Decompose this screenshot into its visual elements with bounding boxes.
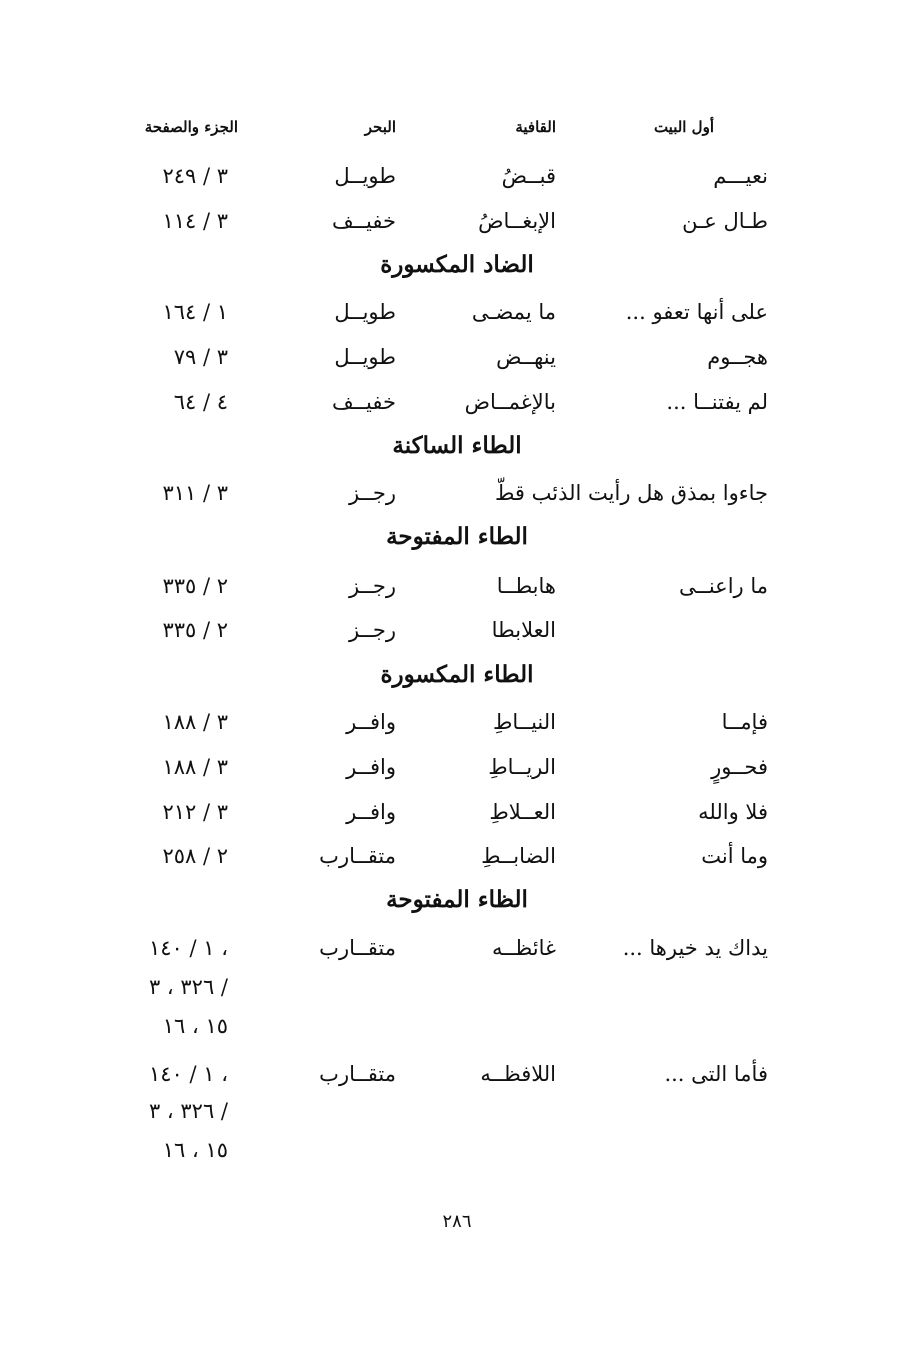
header-meter: البحر [364, 118, 396, 136]
row-ref: ١ / ١٤٠ ، [148, 1062, 228, 1086]
row-rhyme: بالإغمــاض [464, 390, 556, 414]
row-meter: خفيــف [332, 390, 396, 414]
header-first-of-verse: أول البيت [653, 118, 714, 136]
page-number: ٢٨٦ [442, 1211, 472, 1232]
row-ref: ٣٢٦ ، ٣ / [148, 1099, 228, 1123]
row-first: جاءوا بمذق هل رأيت الذئب قطّ [494, 481, 768, 505]
row-meter: رجــز [348, 481, 396, 505]
row-rhyme: العــلاطِ [489, 800, 556, 824]
row-rhyme: الضابــطِ [481, 844, 556, 868]
row-first: فحــورٍ [711, 755, 768, 779]
header-rhyme: القافية [515, 118, 556, 136]
row-meter: طويــل [334, 345, 396, 369]
row-rhyme: ما يمضـى [471, 300, 556, 324]
row-rhyme: الإبغــاضُ [478, 209, 556, 233]
row-ref: ٤ / ٦٤ [173, 390, 228, 414]
row-first: لم يفتنــا ... [666, 390, 768, 414]
row-meter: رجــز [348, 574, 396, 598]
header-volume-page: الجزء والصفحة [144, 118, 238, 136]
row-first: يداك يد خيرها ... [622, 936, 768, 960]
section-heading: الطاء الساكنة [392, 432, 522, 459]
row-meter: متقــارب [319, 844, 396, 868]
row-ref: ٣ / ٣١١ [162, 481, 228, 505]
row-rhyme: اللافظــه [480, 1062, 556, 1086]
row-first: على أنها تعفو ... [625, 300, 768, 324]
row-meter: وافــر [346, 755, 396, 779]
row-first: ما راعنــى [679, 574, 768, 598]
section-heading: الظاء المفتوحة [386, 886, 528, 913]
row-meter: طويــل [334, 300, 396, 324]
row-rhyme: قبــضُ [501, 164, 556, 188]
row-ref: ٣ / ١٨٨ [162, 710, 228, 734]
row-meter: خفيــف [332, 209, 396, 233]
section-heading: الطاء المفتوحة [386, 523, 528, 550]
row-first: فإمــا [721, 710, 768, 734]
row-rhyme: العلابطا [491, 618, 556, 642]
row-rhyme: الريــاطِ [488, 755, 556, 779]
row-ref: ١٥ ، ١٦ [162, 1014, 228, 1038]
row-first: طـال عـن [682, 209, 768, 233]
section-heading: الطاء المكسورة [380, 661, 534, 688]
row-meter: وافــر [346, 710, 396, 734]
row-meter: رجــز [348, 618, 396, 642]
row-rhyme: النيــاطِ [492, 710, 556, 734]
row-ref: ٣ / ٢١٢ [162, 800, 228, 824]
row-first: نعيـــم [713, 164, 768, 188]
row-meter: متقــارب [319, 936, 396, 960]
row-ref: ١٥ ، ١٦ [162, 1138, 228, 1162]
row-meter: طويــل [334, 164, 396, 188]
row-first: فلا والله [698, 800, 768, 824]
row-rhyme: ينهــض [496, 345, 556, 369]
row-first: وما أنت [701, 844, 768, 868]
section-heading: الضاد المكسورة [380, 251, 534, 278]
row-meter: وافــر [346, 800, 396, 824]
row-first: فأما التى ... [664, 1062, 768, 1086]
row-ref: ٣ / ٢٤٩ [162, 164, 228, 188]
row-rhyme: هابطــا [496, 574, 556, 598]
row-ref: ٣٢٦ ، ٣ / [148, 975, 228, 999]
row-ref: ٣ / ١١٤ [162, 209, 228, 233]
row-ref: ٣ / ١٨٨ [162, 755, 228, 779]
row-ref: ١ / ١٤٠ ، [148, 936, 228, 960]
row-first: هجــوم [707, 345, 768, 369]
row-meter: متقــارب [319, 1062, 396, 1086]
row-ref: ٢ / ٣٣٥ [162, 574, 228, 598]
row-ref: ٢ / ٢٥٨ [162, 844, 228, 868]
row-ref: ٢ / ٣٣٥ [162, 618, 228, 642]
row-rhyme: غائظــه [491, 936, 556, 960]
row-ref: ٣ / ٧٩ [173, 345, 228, 369]
row-ref: ١ / ١٦٤ [162, 300, 228, 324]
